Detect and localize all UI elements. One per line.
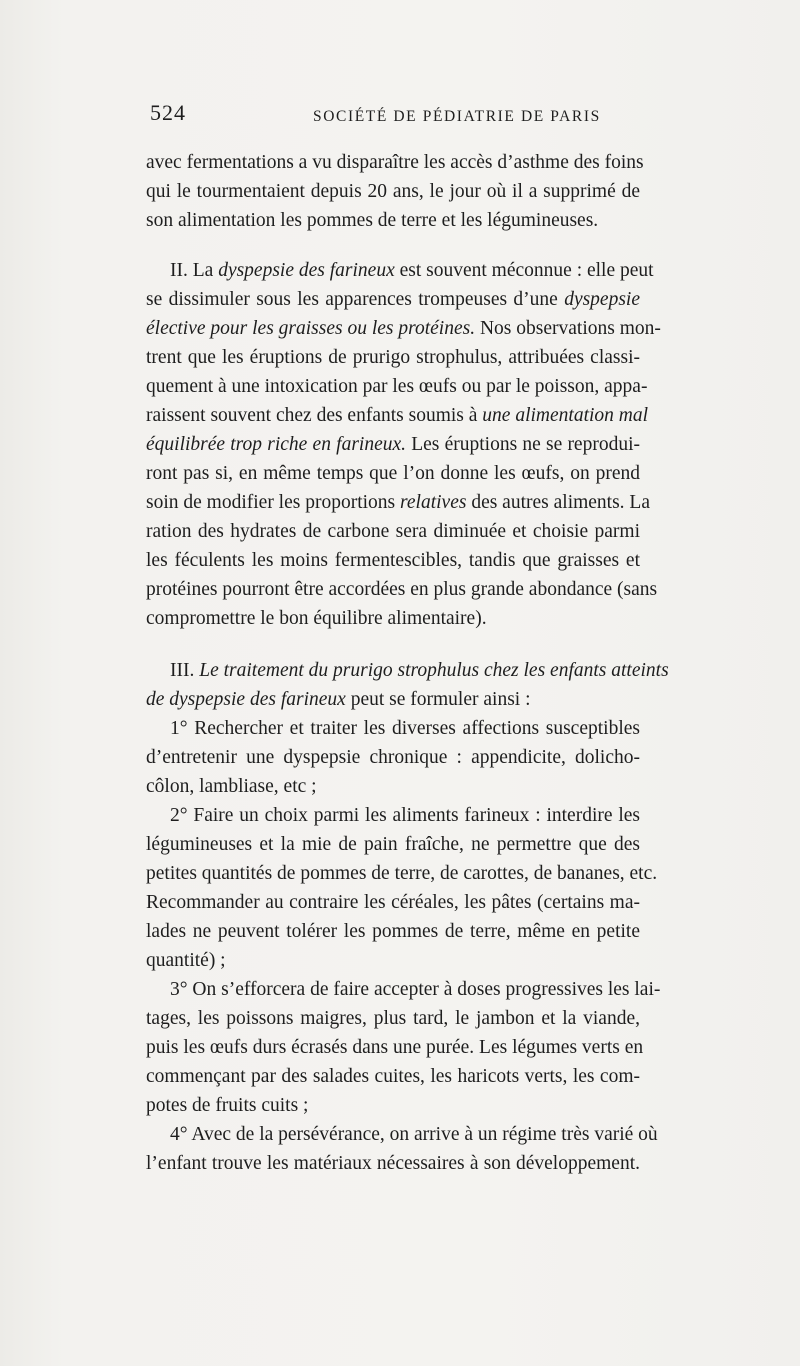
text-run: l’enfant trouve les matériaux nécessaires à son développement. bbox=[146, 1153, 640, 1174]
text-run: lades ne peuvent tolérer les pommes de terre, même en petite bbox=[146, 921, 640, 942]
text-run: ront pas si, en même temps que l’on donne les œufs, on prend bbox=[146, 463, 640, 484]
paragraph bbox=[146, 714, 640, 801]
text-line bbox=[146, 177, 640, 206]
text-run: ration des hydrates de carbone sera diminuée et choisie parmi bbox=[146, 521, 640, 542]
text-line bbox=[146, 517, 640, 546]
text-line bbox=[146, 1062, 640, 1091]
text-line bbox=[146, 685, 640, 714]
paragraph bbox=[146, 801, 658, 975]
text-line bbox=[146, 1033, 644, 1062]
text-line bbox=[146, 772, 640, 801]
text-run: d’entretenir une dyspepsie chronique : appendicite, dolicho- bbox=[146, 747, 640, 768]
italic-text: dyspepsie bbox=[564, 289, 640, 310]
text-line bbox=[146, 801, 640, 830]
text-run: son alimentation les pommes de terre et les légumineuses. bbox=[146, 210, 599, 231]
page-number: 524 bbox=[150, 100, 186, 125]
italic-text: Le traitement du prurigo strophulus chez les enfants atteints bbox=[199, 660, 669, 681]
paragraph bbox=[146, 656, 669, 714]
text-run: quement à une intoxication par les œufs ou par le poisson, appa- bbox=[146, 376, 648, 397]
text-line bbox=[146, 656, 669, 685]
text-run: Les éruptions ne se reprodui- bbox=[406, 434, 640, 455]
text-run: se dissimuler sous les apparences trompeuses d’une bbox=[146, 289, 565, 310]
text-line bbox=[146, 256, 654, 285]
italic-text: équilibrée trop riche en farineux. bbox=[146, 434, 407, 455]
text-line bbox=[146, 285, 640, 314]
text-run: 1° Rechercher et traiter les diverses affections susceptibles bbox=[170, 718, 640, 739]
paragraph bbox=[146, 975, 661, 1120]
body-text bbox=[146, 148, 669, 1178]
text-line bbox=[146, 859, 658, 888]
italic-text: relatives bbox=[400, 492, 467, 513]
text-line bbox=[146, 401, 649, 430]
text-run: 3° On s’efforcera de faire accepter à doses progressives les lai- bbox=[170, 979, 661, 1000]
running-head: SOCIÉTÉ DE PÉDIATRIE DE PARIS bbox=[313, 108, 601, 125]
text-line bbox=[146, 206, 640, 235]
text-line bbox=[146, 830, 640, 859]
text-run: les féculents les moins fermentescibles, tandis que graisses et bbox=[146, 550, 640, 571]
text-line bbox=[146, 1091, 640, 1120]
text-line bbox=[146, 488, 651, 517]
paragraph bbox=[146, 1120, 658, 1178]
text-run: Recommander au contraire les céréales, les pâtes (certains ma- bbox=[146, 892, 640, 913]
text-line bbox=[146, 917, 640, 946]
text-line bbox=[146, 1120, 658, 1149]
text-run: est souvent méconnue : elle peut bbox=[394, 260, 654, 281]
text-run: côlon, lambliase, etc ; bbox=[146, 776, 317, 797]
text-run: protéines pourront être accordées en plus grande abondance (sans bbox=[146, 579, 658, 600]
text-line bbox=[146, 714, 640, 743]
text-line bbox=[146, 1149, 640, 1178]
text-line bbox=[146, 575, 658, 604]
text-run: 2° Faire un choix parmi les aliments farineux : interdire les bbox=[170, 805, 640, 826]
text-line bbox=[146, 459, 640, 488]
italic-text: de dyspepsie des farineux bbox=[146, 689, 346, 710]
text-run: légumineuses et la mie de pain fraîche, ne permettre que des bbox=[146, 834, 640, 855]
text-line bbox=[146, 430, 640, 459]
text-line bbox=[146, 946, 640, 975]
text-run: trent que les éruptions de prurigo strophulus, attribuées classi- bbox=[146, 347, 640, 368]
text-run: des autres aliments. La bbox=[466, 492, 651, 513]
paragraph-gap bbox=[146, 235, 640, 256]
paragraph bbox=[146, 148, 644, 235]
page-header bbox=[150, 100, 624, 130]
text-line bbox=[146, 148, 644, 177]
text-run: potes de fruits cuits ; bbox=[146, 1095, 309, 1116]
italic-text: dyspepsie des farineux bbox=[218, 260, 395, 281]
text-run: II. La bbox=[170, 260, 219, 281]
text-run: compromettre le bon équilibre alimentaire). bbox=[146, 608, 487, 629]
text-run: peut se formuler ainsi : bbox=[345, 689, 531, 710]
text-run: III. bbox=[170, 660, 200, 681]
text-line bbox=[146, 743, 640, 772]
text-run: Nos observations mon- bbox=[475, 318, 661, 339]
text-run: tages, les poissons maigres, plus tard, le jambon et la viande, bbox=[146, 1008, 640, 1029]
text-run: puis les œufs durs écrasés dans une purée. Les légumes verts en bbox=[146, 1037, 644, 1058]
text-run: quantité) ; bbox=[146, 950, 226, 971]
text-line bbox=[146, 604, 640, 633]
text-line bbox=[146, 546, 640, 575]
text-line bbox=[146, 888, 640, 917]
paragraph bbox=[146, 256, 661, 633]
text-run: petites quantités de pommes de terre, de carottes, de bananes, etc. bbox=[146, 863, 658, 884]
paragraph-gap bbox=[146, 633, 640, 656]
italic-text: élective pour les graisses ou les protéines. bbox=[146, 318, 476, 339]
text-line bbox=[146, 975, 661, 1004]
text-line bbox=[146, 314, 661, 343]
text-run: soin de modifier les proportions bbox=[146, 492, 401, 513]
text-run: qui le tourmentaient depuis 20 ans, le jour où il a supprimé de bbox=[146, 181, 640, 202]
text-line bbox=[146, 343, 640, 372]
text-run: 4° Avec de la persévérance, on arrive à un régime très varié où bbox=[170, 1124, 658, 1145]
text-line bbox=[146, 372, 648, 401]
text-run: raissent souvent chez des enfants soumis à bbox=[146, 405, 483, 426]
text-run: avec fermentations a vu disparaître les accès d’asthme des foins bbox=[146, 152, 644, 173]
text-run: commençant par des salades cuites, les haricots verts, les com- bbox=[146, 1066, 640, 1087]
text-line bbox=[146, 1004, 640, 1033]
italic-text: une alimentation mal bbox=[482, 405, 649, 426]
